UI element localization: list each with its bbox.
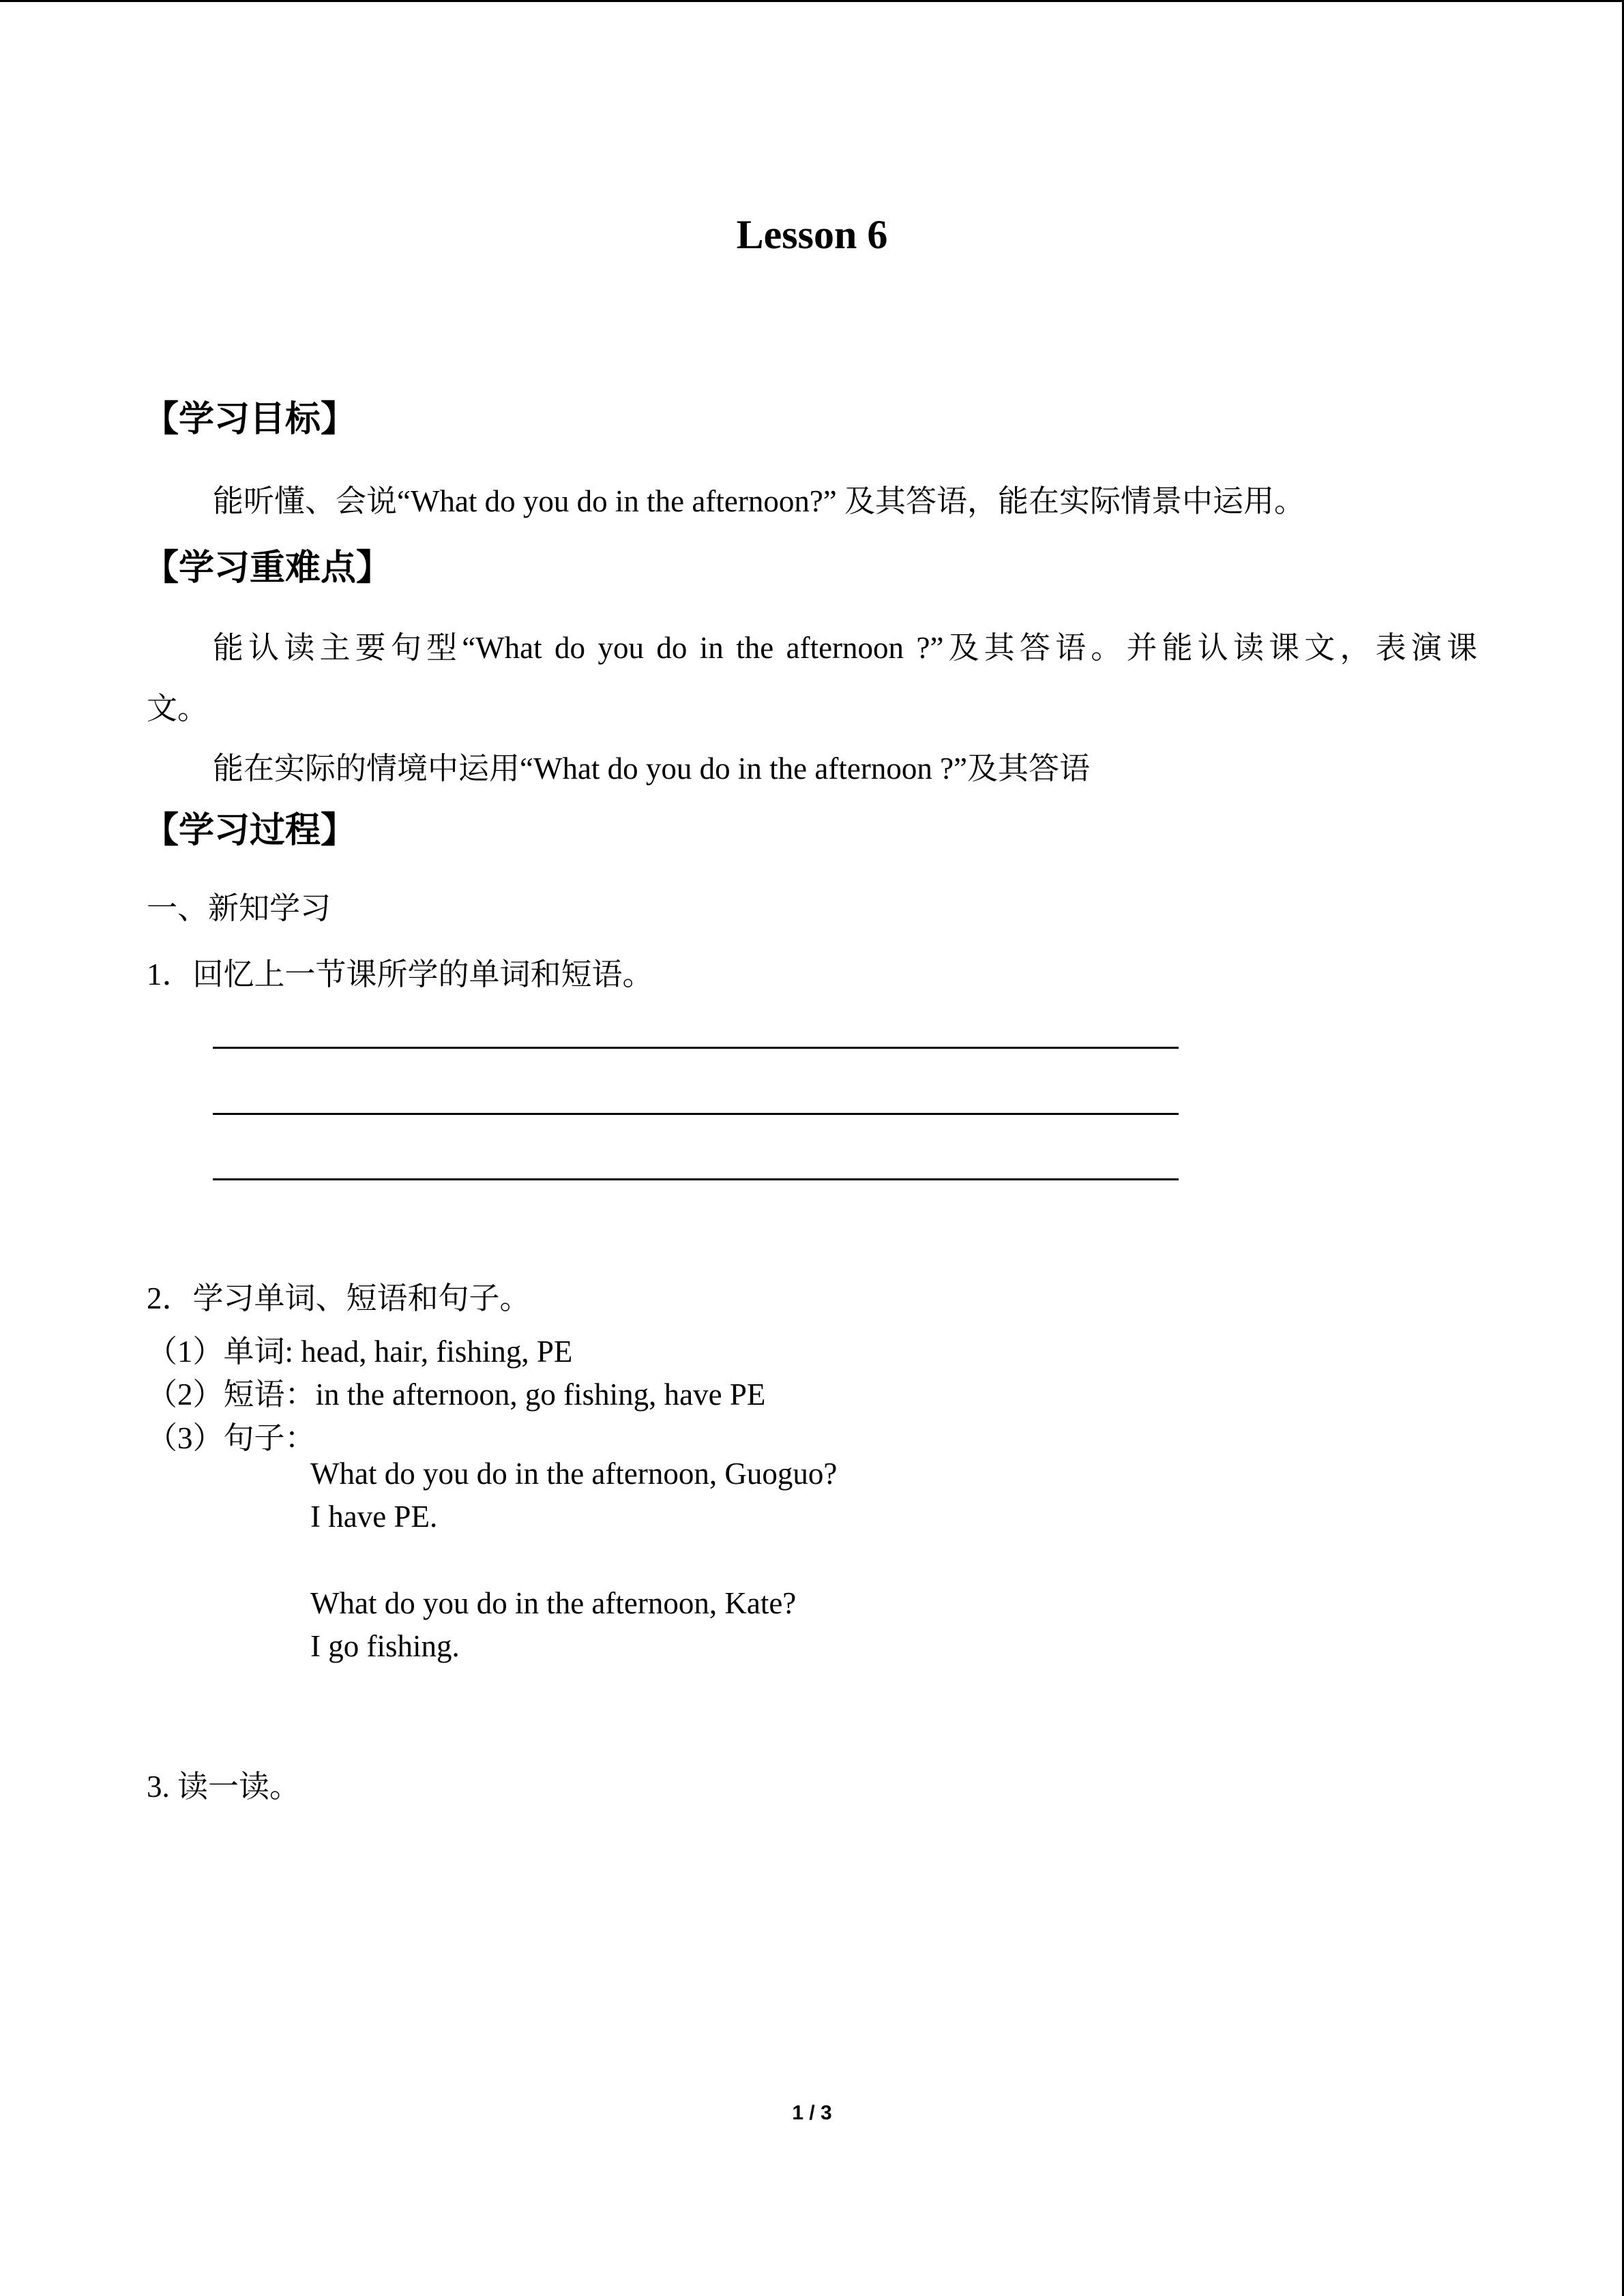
- sentence-question-kate: What do you do in the afternoon, Kate?: [310, 1586, 797, 1620]
- item-2-learn: 2．学习单词、短语和句子。: [147, 1281, 531, 1315]
- answer-blank-line-1[interactable]: [213, 1047, 1179, 1049]
- item-3-read: 3. 读一读。: [147, 1770, 301, 1804]
- sub-item-words: （1）单词: head, hair, fishing, PE: [147, 1335, 573, 1369]
- sub-item-sentences: （3）句子：: [147, 1421, 316, 1455]
- sentence-answer-pe: I have PE.: [310, 1500, 438, 1534]
- answer-blank-line-2[interactable]: [213, 1113, 1179, 1115]
- page-title: Lesson 6: [736, 212, 888, 257]
- key-points-line-1-continued: 文。: [147, 691, 209, 726]
- objectives-text: 能听懂、会说“What do you do in the afternoon?” 及其答语，能在实际情景中运用。: [213, 484, 1305, 518]
- section-heading-objectives: 【学习目标】: [143, 399, 357, 440]
- sentence-question-guoguo: What do you do in the afternoon, Guoguo?: [310, 1457, 838, 1491]
- sentence-answer-fishing: I go fishing.: [310, 1629, 460, 1663]
- key-points-line-1: 能认读主要句型“What do you do in the afternoon ?”及其答语。并能认读课文，表演课: [213, 631, 1477, 665]
- key-points-line-2: 能在实际的情境中运用“What do you do in the afternoon ?”及其答语: [213, 751, 1091, 786]
- part-label-new-knowledge: 一、新知学习: [147, 891, 331, 925]
- section-heading-key-points: 【学习重难点】: [143, 548, 392, 588]
- section-heading-process: 【学习过程】: [143, 810, 357, 851]
- page-number: 1 / 3: [792, 2102, 832, 2124]
- item-1-review: 1．回忆上一节课所学的单词和短语。: [147, 957, 653, 992]
- answer-blank-line-3[interactable]: [213, 1178, 1179, 1180]
- sub-item-phrases: （2）短语：in the afternoon, go fishing, have PE: [147, 1377, 766, 1412]
